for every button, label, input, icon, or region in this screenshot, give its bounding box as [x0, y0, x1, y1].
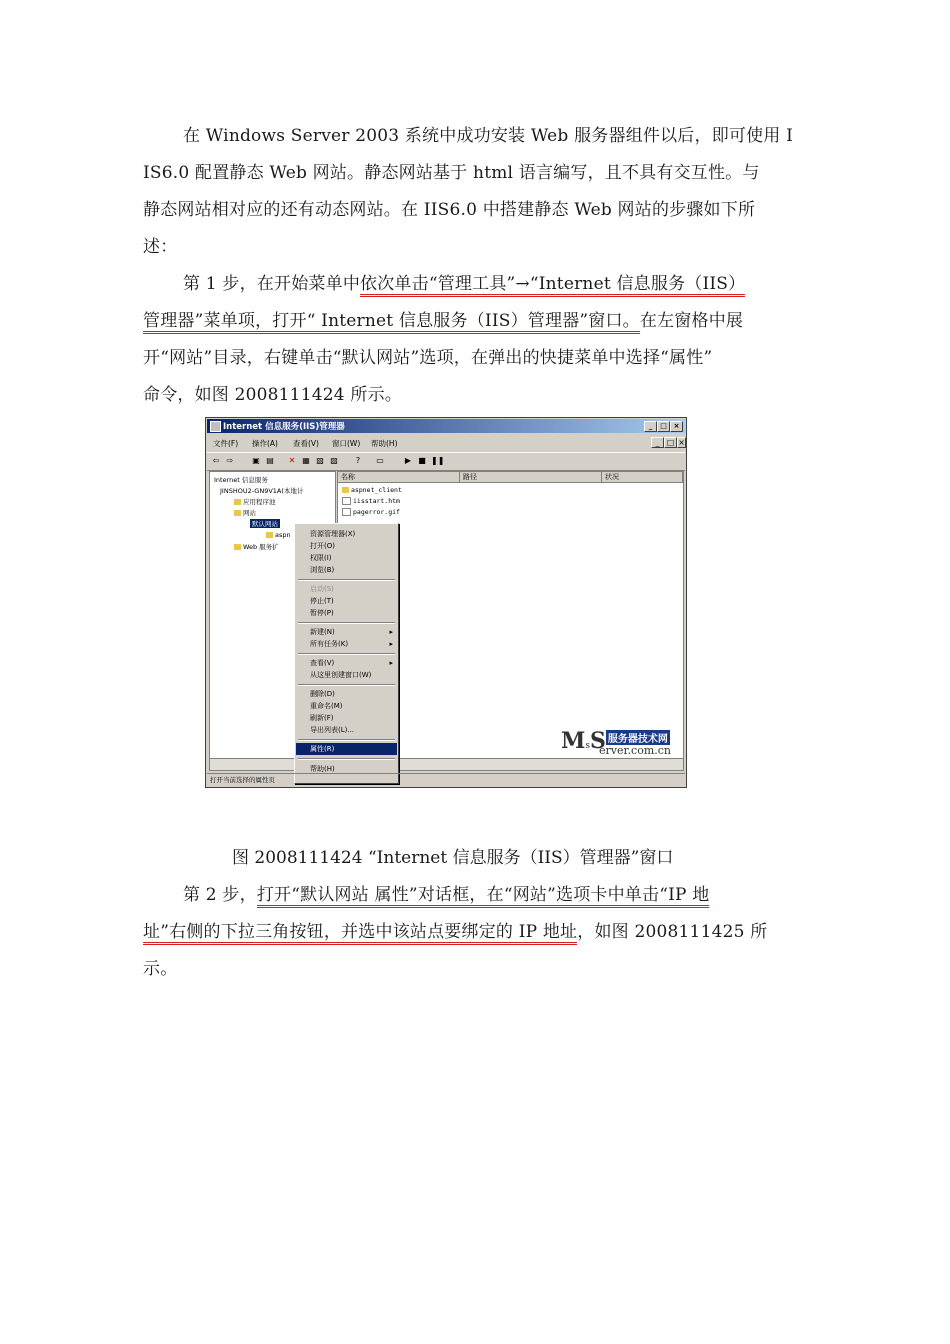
- tree-app-pools[interactable]: 应用程序池: [234, 497, 276, 506]
- ctx-explore[interactable]: 资源管理器(X): [310, 530, 356, 538]
- ctx-delete[interactable]: 删除(D): [310, 690, 335, 698]
- minimize-icon[interactable]: _: [644, 421, 657, 432]
- menu-action[interactable]: 操作(A): [252, 439, 278, 448]
- list-item[interactable]: aspnet_client: [342, 486, 402, 494]
- iis-manager-screenshot: [205, 417, 687, 788]
- step1-line4: 命令，如图 2008111424 所示。: [143, 385, 402, 405]
- logo-letter-s: S: [589, 728, 606, 754]
- child-close-icon[interactable]: ×: [678, 438, 685, 447]
- app-icon: [210, 421, 221, 432]
- ctx-separator: [298, 579, 395, 581]
- step1-text: 第 1 步，在开始菜单中: [183, 274, 361, 294]
- menu-file[interactable]: 文件(F): [213, 439, 239, 448]
- properties-icon[interactable]: ▦: [302, 456, 310, 465]
- step2-text: 第 2 步，: [183, 885, 257, 905]
- status-bar: [207, 773, 685, 786]
- pause-icon[interactable]: ❚❚: [431, 456, 445, 465]
- step2-line1: [183, 880, 709, 905]
- ctx-permissions[interactable]: 权限(I): [310, 554, 332, 562]
- submenu-arrow-icon: ▸: [389, 640, 393, 648]
- window-titlebar: [207, 419, 685, 433]
- step2-line3: 示。: [143, 959, 178, 979]
- step2-line2: [143, 917, 767, 942]
- step1-line2: [143, 306, 743, 331]
- step2-underlined-2: 址”右侧的下拉三角按钮，并选中该站点要绑定的 IP 地址: [143, 922, 577, 945]
- tree-root[interactable]: Internet 信息服务: [214, 476, 268, 484]
- context-menu: [294, 523, 399, 784]
- para1-line4: 述：: [143, 237, 178, 257]
- figure-caption: 图 2008111424 “Internet 信息服务（IIS）管理器”窗口: [232, 848, 674, 868]
- ctx-separator: [298, 684, 395, 686]
- tree-web-ext[interactable]: Web 服务扩: [234, 542, 279, 551]
- submenu-arrow-icon: ▸: [389, 659, 393, 667]
- step2-underlined: 打开“默认网站 属性”对话框，在“网站”选项卡中单击“IP 地: [257, 885, 710, 908]
- ctx-new-window[interactable]: 从这里创建窗口(W): [310, 671, 372, 679]
- horizontal-scrollbar[interactable]: [209, 758, 684, 771]
- list-item[interactable]: iisstart.htm: [342, 497, 400, 505]
- stop-icon[interactable]: ■: [418, 456, 426, 465]
- submenu-arrow-icon: ▸: [389, 628, 393, 636]
- export-icon[interactable]: ▨: [330, 456, 338, 465]
- tree-aspnet[interactable]: aspn: [266, 531, 291, 539]
- ctx-pause[interactable]: 暂停(P): [310, 609, 334, 617]
- watermark-logo: MsS 服务器技术网 erver.com.cn: [561, 728, 671, 757]
- ctx-browse[interactable]: 浏览(B): [310, 566, 335, 574]
- ctx-all-tasks[interactable]: 所有任务(K) ▸: [310, 640, 393, 648]
- status-text: 打开当前选择的属性页: [210, 776, 275, 784]
- ctx-help[interactable]: 帮助(H): [310, 765, 335, 773]
- ctx-view[interactable]: 查看(V) ▸: [310, 659, 393, 667]
- ctx-separator: [298, 622, 395, 624]
- step1-line1: [183, 269, 745, 294]
- step1-underlined: 依次单击“管理工具”→“Internet 信息服务（IIS）: [360, 274, 745, 297]
- watermark-brand: 服务器技术网: [606, 730, 670, 745]
- computer-icon[interactable]: ▭: [376, 456, 384, 465]
- start-icon[interactable]: ▶: [404, 456, 412, 465]
- col-path[interactable]: 路径: [460, 472, 602, 483]
- col-name[interactable]: 名称: [338, 472, 460, 483]
- delete-icon[interactable]: ✕: [288, 456, 296, 465]
- col-status[interactable]: 状况: [602, 472, 683, 483]
- step1-line3: 开“网站”目录，右键单击“默认网站”选项，在弹出的快捷菜单中选择“属性”: [143, 348, 713, 368]
- step1-text-2: 在左窗格中展: [639, 311, 744, 331]
- ctx-stop[interactable]: 停止(T): [310, 597, 334, 605]
- child-restore-icon[interactable]: □: [664, 437, 677, 448]
- window-title: Internet 信息服务(IIS)管理器: [223, 422, 345, 432]
- ctx-open[interactable]: 打开(O): [310, 542, 335, 550]
- tree-websites[interactable]: 网站: [234, 508, 256, 517]
- ctx-properties[interactable]: 属性(R): [296, 743, 397, 755]
- logo-letter-m: M: [561, 728, 586, 754]
- tree-default-site[interactable]: 默认网站: [252, 520, 278, 528]
- maximize-icon[interactable]: □: [657, 421, 670, 432]
- ctx-separator: [298, 653, 395, 655]
- ctx-separator: [298, 758, 395, 760]
- ctx-start[interactable]: 启动(S): [310, 585, 334, 593]
- menu-bar: [207, 435, 685, 450]
- para1-line3: 静态网站相对应的还有动态网站。在 IIS6.0 中搭建静态 Web 网站的步骤如下所: [143, 200, 756, 220]
- ctx-refresh[interactable]: 刷新(F): [310, 714, 334, 722]
- help-icon[interactable]: ?: [355, 456, 361, 465]
- para1-line1: 在 Windows Server 2003 系统中成功安装 Web 服务器组件以后，即可使用 I: [183, 126, 794, 146]
- child-minimize-icon[interactable]: _: [651, 437, 664, 448]
- menu-window[interactable]: 窗口(W): [332, 439, 361, 448]
- list-item[interactable]: pagerror.gif: [342, 508, 400, 516]
- ctx-export[interactable]: 导出列表(L)...: [310, 726, 355, 734]
- watermark-url: erver.com.cn: [599, 744, 671, 757]
- tree-server[interactable]: JINSHOU2-GN9V1A(本地计: [220, 487, 304, 495]
- menu-help[interactable]: 帮助(H): [371, 439, 398, 448]
- step2-text-2: ，如图 2008111425 所: [577, 922, 768, 942]
- ctx-rename[interactable]: 重命名(M): [310, 702, 343, 710]
- ctx-new[interactable]: 新建(N) ▸: [310, 628, 393, 636]
- para1-line2: IS6.0 配置静态 Web 网站。静态网站基于 html 语言编写，且不具有交互性。与: [143, 163, 760, 183]
- ctx-separator: [298, 739, 395, 741]
- up-icon[interactable]: ▣: [252, 456, 260, 465]
- close-icon[interactable]: ×: [670, 421, 683, 432]
- toolbar: [207, 452, 685, 471]
- back-icon[interactable]: ⇦: [212, 456, 220, 465]
- refresh-icon[interactable]: ▧: [316, 456, 324, 465]
- step1-underlined-2: 管理器”菜单项，打开“ Internet 信息服务（IIS）管理器”窗口。: [143, 311, 640, 334]
- forward-icon[interactable]: ⇨: [226, 456, 234, 465]
- show-tree-icon[interactable]: ▤: [266, 456, 274, 465]
- menu-view[interactable]: 查看(V): [293, 439, 319, 448]
